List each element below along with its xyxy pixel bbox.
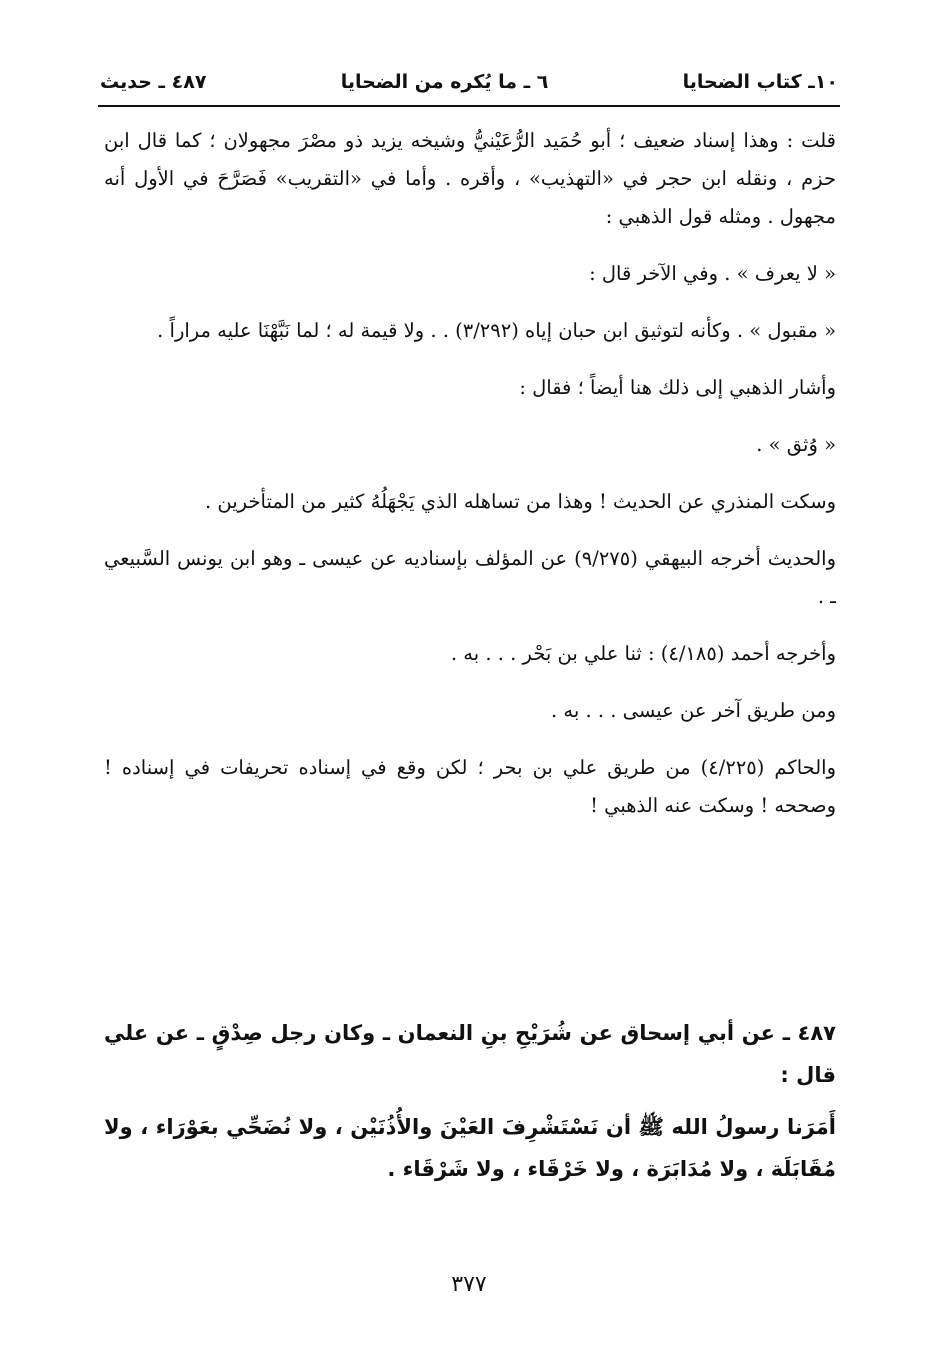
commentary-paragraph: وسكت المنذري عن الحديث ! وهذا من تساهله الذي يَجْهَلُهُ كثير من المتأخرين . <box>205 490 836 513</box>
commentary-paragraph: وأخرجه أحمد (٤/١٨٥) : ثنا علي بن بَحْر . . . به . <box>450 642 836 665</box>
commentary-paragraph: والحديث أخرجه البيهقي (٩/٢٧٥) عن المؤلف بإسناديه عن عيسى ـ وهو ابن يونس السَّبيعي ـ . <box>104 547 836 608</box>
running-header <box>100 62 838 102</box>
commentary-paragraph: والحاكم (٤/٢٢٥) من طريق علي بن بحر ؛ لكن وقع في إسناده تحريفات في إسناده ! وصححه ! وسكت عنه الذهبي ! <box>104 756 837 817</box>
header-hadith-ref: ٤٨٧ ـ حديث <box>100 71 207 93</box>
commentary-paragraph: « وُثق » . <box>756 433 836 456</box>
commentary-paragraph: ومن طريق آخر عن عيسى . . . به . <box>550 699 836 722</box>
hadith-intro: ٤٨٧ ـ عن أبي إسحاق عن شُرَيْحِ بنِ النعمان ـ وكان رجل صِدْقٍ ـ عن علي قال : <box>104 1021 836 1087</box>
hadith-block <box>104 1012 836 1200</box>
commentary-text <box>104 122 836 844</box>
commentary-paragraph: وأشار الذهبي إلى ذلك هنا أيضاً ؛ فقال : <box>519 376 836 399</box>
commentary-paragraph: قلت : وهذا إسناد ضعيف ؛ أبو حُمَيد الرُّعَيْنيُّ وشيخه يزيد ذو مصْرَ مجهولان ؛ كما قال ابن حزم ، ونقله ابن حجر في «التهذيب» ، وأقره . وأما في «التقريب» فَصَرَّحَ في الأول أنه مجهول . ومثله قول الذهبي : <box>104 129 836 228</box>
commentary-paragraph: « مقبول » . وكأنه لتوثيق ابن حبان إياه (٣/٢٩٢) . . ولا قيمة له ؛ لما نَبَّهْنَا عليه مراراً . <box>157 319 836 342</box>
header-divider <box>98 105 840 107</box>
commentary-paragraph: « لا يعرف » . وفي الآخر قال : <box>589 262 836 285</box>
page-number: ٣٧٧ <box>451 1272 487 1297</box>
hadith-text: أَمَرَنا رسولُ الله ﷺ أن نَسْتَشْرِفَ العَيْنَ والأُذُنَيْن ، ولا نُضَحِّي بعَوْرَاء ، ولا مُقَابَلَة ، ولا مُدَابَرَة ، ولا خَرْقَاء ، ولا شَرْقَاء . <box>104 1115 836 1181</box>
header-chapter-title: ١٠ـ كتاب الضحايا <box>682 71 838 93</box>
header-section-title: ٦ ـ ما يُكره من الضحايا <box>340 71 549 93</box>
